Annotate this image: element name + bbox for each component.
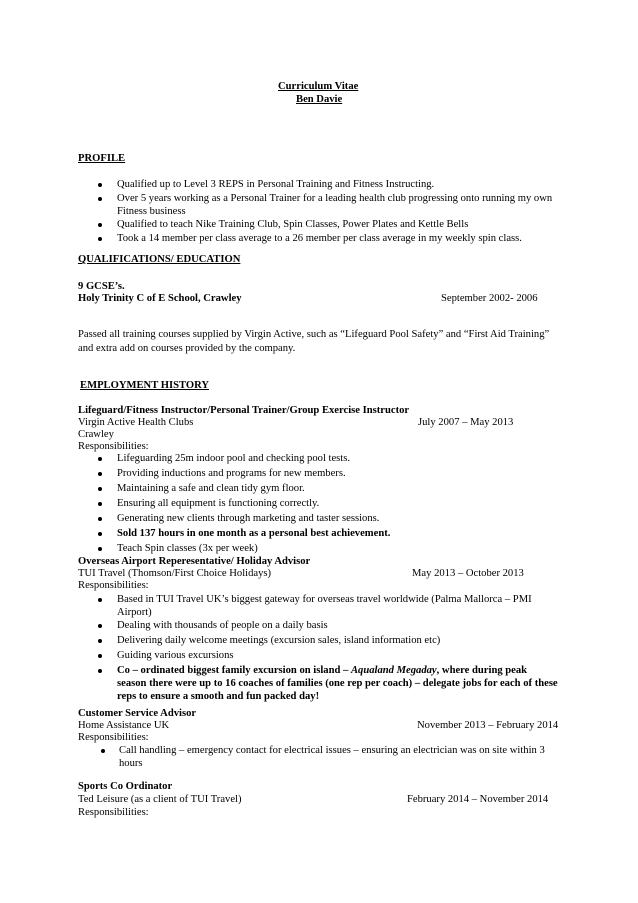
job-duty: Maintaining a safe and clean tidy gym floor. [117,483,305,494]
school-dates: September 2002- 2006 [441,293,538,304]
profile-item: Qualified to teach Nike Training Club, Spin Classes, Power Plates and Kettle Bells [117,219,469,230]
responsibilities-label: Responsibilities: [78,441,149,452]
job-company: Virgin Active Health Clubs [78,417,194,428]
highlight-event-name: Aqualand Megaday [350,665,437,676]
candidate-name: Ben Davie [296,94,343,105]
job-duty: Based in TUI Travel UK’s biggest gateway for overseas travel worldwide (Palma Mallorca – PMI [117,594,532,605]
bullet-icon [98,669,102,673]
education-heading: QUALIFICATIONS/ EDUCATION [78,254,241,265]
bullet-icon [98,487,102,491]
job-company: TUI Travel (Thomson/First Choice Holidays) [78,568,272,579]
job-title: Sports Co Ordinator [78,781,173,792]
document-title: Curriculum Vitae [278,81,359,92]
bullet-icon [98,639,102,643]
employment-heading: EMPLOYMENT HISTORY [80,380,210,391]
responsibilities-label: Responsibilities: [78,732,149,743]
education-paragraph-continued: and extra add on courses provided by the company. [78,343,296,354]
job-duty: Generating new clients through marketing and taster sessions. [117,513,380,524]
responsibilities-label: Responsibilities: [78,580,149,591]
profile-heading: PROFILE [78,153,126,164]
bullet-icon [98,197,102,201]
job-duty: Call handling – emergency contact for electrical issues – ensuring an electrician was on site within 3 [119,745,545,756]
bullet-icon [98,598,102,602]
bullet-icon [98,183,102,187]
job-duty-achievement: Sold 137 hours in one month as a personal best achievement. [117,528,391,539]
bullet-icon [98,654,102,658]
job-dates: July 2007 – May 2013 [418,417,514,428]
profile-item: Qualified up to Level 3 REPS in Personal Training and Fitness Instructing. [117,179,435,190]
job-duty-continued: season there were up to 16 coaches of families (one rep per coach) – delegate jobs for each of these [117,678,558,689]
job-duty: Delivering daily welcome meetings (excursion sales, island information etc) [117,635,441,646]
job-dates: November 2013 – February 2014 [417,720,559,731]
job-duty: Lifeguarding 25m indoor pool and checking pool tests. [117,453,351,464]
bullet-icon [98,624,102,628]
job-duty: Dealing with thousands of people on a daily basis [117,620,328,631]
school-name: Holy Trinity C of E School, Crawley [78,293,242,304]
bullet-icon [98,502,102,506]
job-duty: Ensuring all equipment is functioning correctly. [117,498,320,509]
profile-item-continued: Fitness business [117,206,186,217]
job-duty: Teach Spin classes (3x per week) [117,543,258,554]
profile-item: Over 5 years working as a Personal Trainer for a leading health club progressing onto running my own [117,193,553,204]
job-title: Customer Service Advisor [78,708,197,719]
job-duty: Guiding various excursions [117,650,234,661]
job-title: Lifeguard/Fitness Instructor/Personal Trainer/Group Exercise Instructor [78,405,410,416]
job-company: Ted Leisure (as a client of TUI Travel) [78,794,242,805]
job-dates: May 2013 – October 2013 [412,568,524,579]
bullet-icon [101,749,105,753]
responsibilities-label: Responsibilities: [78,807,149,818]
bullet-icon [98,532,102,536]
job-duty-continued: reps to ensure a smooth and fun packed day! [117,691,320,702]
gcse-line: 9 GCSE’s. [78,281,125,292]
job-duty: Providing inductions and programs for new members. [117,468,346,479]
job-dates: February 2014 – November 2014 [407,794,549,805]
job-company: Home Assistance UK [78,720,170,731]
highlight-text: Co – ordinated biggest family excursion on island – [117,665,349,676]
profile-item: Took a 14 member per class average to a 26 member per class average in my weekly spin class. [117,233,522,244]
bullet-icon [98,517,102,521]
bullet-icon [98,547,102,551]
job-location: Crawley [78,429,114,440]
bullet-icon [98,223,102,227]
job-duty-continued: Airport) [117,607,152,618]
bullet-icon [98,457,102,461]
job-duty-continued: hours [119,758,143,769]
highlight-text-end: , where during peak [436,665,528,676]
job-title: Overseas Airport Reperesentative/ Holiday Advisor [78,556,311,567]
job-duty-highlight [117,664,527,677]
bullet-icon [98,237,102,241]
education-paragraph: Passed all training courses supplied by Virgin Active, such as “Lifeguard Pool Safety” and “First Aid Training” [78,329,550,340]
bullet-icon [98,472,102,476]
